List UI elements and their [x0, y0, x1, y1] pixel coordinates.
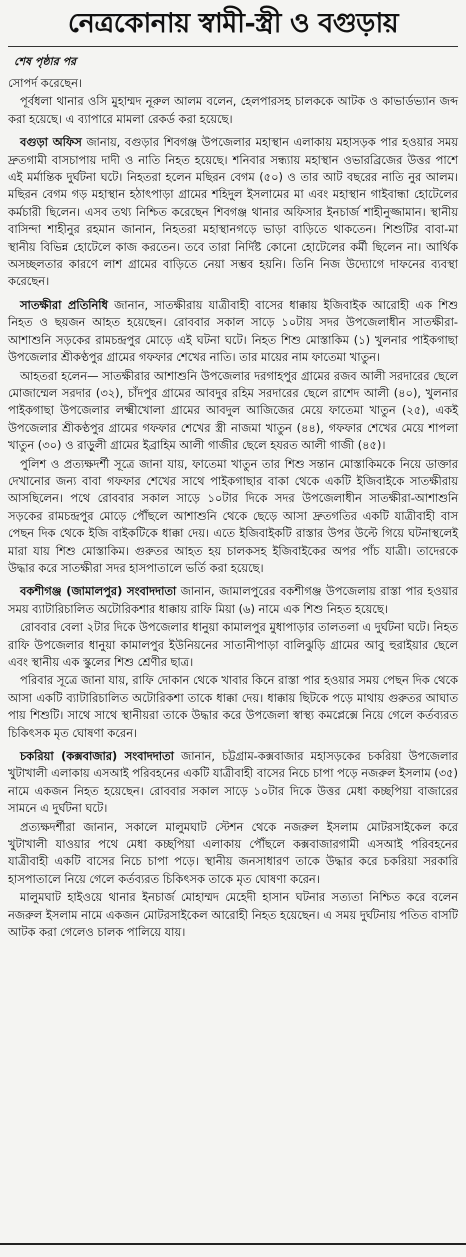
article-paragraph [8, 456, 458, 578]
divider [8, 46, 458, 47]
article-paragraph [8, 583, 458, 618]
article-paragraph [8, 619, 458, 671]
paragraph-text: জানান, চট্টগ্রাম-কক্সবাজার মহাসড়কের চকরিয়া উপজেলার খুটাখালী এলাকায় এসআই পরিবহনের একটি যাত্রীবাহী বাসের নিচে চাপা পড়ে নজরুল ইসলাম (৩৫) নামে একজন নিহত হয়েছেন। রোববার সকাল সাড়ে ১০টার দিকে উত্তর মেধা কচ্ছপিয়া বাজারের সামনে এ দুর্ঘটনা ঘটে। [8, 749, 458, 816]
bottom-rule [0, 1243, 466, 1257]
paragraph-text: প্রত্যক্ষদর্শীরা জানান, সকালে মালুমঘাট স্টেশন থেকে নজরুল ইসলাম মোটরসাইকেল করে খুটাখালী যাওয়ার পথে মেধা কচ্ছপিয়া এলাকায় পৌঁছলে কক্সবাজারগামী এসআই পরিবহনের যাত্রীবাহী একটি বাসের নিচে চাপা পড়ে। স্থানীয় জনসাধারণ তাকে উদ্ধার করে চকরিয়া সরকারি হাসপাতালে নিয়ে গেলে কর্তব্যরত চিকিৎসক তাকে মৃত ঘোষণা করেন। [8, 819, 458, 886]
paragraph-text: সোপর্দ করেছেন। [8, 76, 82, 90]
article-paragraph [8, 75, 458, 92]
paragraph-text: জানায়, বগুড়ার শিবগঞ্জ উপজেলার মহাস্থান এলাকায় মহাসড়ক পার হওয়ার সময় দ্রুতগামী বাসচাপায় দাদী ও নাতি নিহত হয়েছে। শনিবার সন্ধ্যায় মহাস্থান ওভারব্রিজের উত্তর পাশে এই মর্মান্তিক দুর্ঘটনা ঘটে। নিহতরা হলেন মছিরন বেগম (৫০) ও তার আট বছরের নাতি নুর আলম। মছিরন বেগম গড় মহাস্থান হঠাৎপাড়া গ্রামের শহিদুল ইসলামের মা এবং মহাস্থান গাইবান্ধা হোটেলের কর্মচারী ছিলেন। এসব তথ্য নিশ্চিত করেছেন শিবগঞ্জ থানার অফিসার ইনচার্জ শাহীনুজ্জামান। স্থানীয় বাসিন্দা শাহীনুর রহমান জানান, নিহতরা মহাস্থানগড়ে ভাড়া বাড়িতে থাকতেন। শিশুটির বাবা-মা স্থানীয় বিভিন্ন হোটেলে কাজ করতেন। তবে তারা নির্দিষ্ট কোনো হোটেলের কর্মী ছিলেন না। আর্থিক অসচ্ছলতার কারণে লাশ গ্রামের বাড়িতে নেয়া সম্ভব হয়নি। তিনি নিজ উদ্যোগে দাফনের ব্যবস্থা করেছেন। [8, 135, 458, 289]
paragraph-text: পুলিশ ও প্রত্যক্ষদর্শী সূত্রে জানা যায়, ফাতেমা খাতুন তার শিশু সন্তান মোস্তাকিমকে নিয়ে ডাক্তার দেখানোর জন্য বাবা গফফার শেখের সাথে পাইকগাছার বাকা থেকে একটি ইজিবাইকে সাতক্ষীরায় আসছিলেন। পথে রোববার সকাল সাড়ে ১০টার দিকে সদর উপজেলাধীন সাতক্ষীরা-আশাশুনি সড়কের রামচন্দ্রপুর মোড়ে পৌঁছলে আশাশুনি থেকে ছেড়ে আসা দ্রুতগতির একটি যাত্রীবাহী বাস পেছন দিক থেকে ইজি বাইকটিকে ধাক্কা দেয়। এতে ইজিবাইকটি রাস্তার উপর উল্টে গিয়ে ঘটনাস্থলেই মারা যায় শিশু মোস্তাকিম। গুরুতর আহত হয় চালকসহ ইজিবাইকের অপর পাঁচ যাত্রী। তাদেরকে উদ্ধার করে সাতক্ষীরা সদর হাসপাতালে ভর্তি করা হয়েছে। [8, 456, 458, 575]
article-paragraph [8, 672, 458, 742]
paragraph-text: আহতরা হলেন— সাতক্ষীরার আশাশুনি উপজেলার দরগাহপুর গ্রামের রজব আলী সরদারের ছেলে মোজাম্মেল সরদার (৩২), চাঁদপুর গ্রামের আবদুর রহিম সরদারের ছেলে রাশেদ আলী (৪০), খুলনার পাইকগাছা উপজেলার লক্ষ্মীখোলা গ্রামের আবদুল আজিজের মেয়ে ফাতেমা খাতুন (২৫), একই উপজেলার শ্রীকণ্ঠপুর গ্রামের গফফার শেখের স্ত্রী নাজমা খাতুন (৪৪), গফফার শেখের মেয়ে শাপলা খাতুন (৩০) ও রাড়ুলী গ্রামের ইব্রাহিম আলী গাজীর ছেলে হযরত আলী গাজী (৪৫)। [8, 368, 458, 453]
article-body [8, 75, 458, 942]
dateline-label: বকশীগঞ্জ (জামালপুর) সংবাদদাতা [20, 584, 177, 599]
dateline-label: সাতক্ষীরা প্রতিনিধি [20, 297, 108, 312]
continued-label: শেষ পৃষ্ঠার পর [14, 55, 77, 68]
dateline-label: চকরিয়া (কক্সবাজার) সংবাদদাতা [20, 749, 174, 764]
paragraph-text: মালুমঘাট হাইওয়ে থানার ইনচার্জ মোহাম্মদ মেহেদী হাসান ঘটনার সত্যতা নিশ্চিত করে বলেন নজরুল ইসলাম নামে একজন মোটরসাইকেল আরোহী নিহত হয়েছেন। এ সময় দুর্ঘটনায় পতিত বাসটি আটক করা গেলেও চালক পালিয়ে যায়। [8, 890, 458, 940]
paragraph-text: জানান, সাতক্ষীরায় যাত্রীবাহী বাসের ধাক্কায় ইজিবাইক আরোহী এক শিশু নিহত ও ছয়জন আহত হয়েছেন। রোববার সকাল সাড়ে ১০টায় সদর উপজেলাধীন সাতক্ষীরা-আশাশুনি সড়কের রামচন্দ্রপুর মোড়ে এই ঘটনা ঘটে। নিহত শিশু মোস্তাকিম (১) খুলনার পাইকগাছা উপজেলার শ্রীকণ্ঠপুর গ্রামের গফফার শেখের নাতি। তার মায়ের নাম ফাতেমা খাতুন। [8, 297, 459, 365]
article-paragraph [8, 368, 458, 455]
article-paragraph [8, 748, 458, 818]
paragraph-text: রোববার বেলা ২টার দিকে উপজেলার ধানুয়া কামালপুর মুধাপাড়ার তালতলা এ দুর্ঘটনা ঘটে। নিহত রাফি উপজেলার ধানুয়া কামালপুর ইউনিয়নের সাতানীপাড়া বালিঝুড়ি গ্রামের আবু হুরাইয়ার ছেলে এবং স্থানীয় এক স্কুলের শিশু শ্রেণীর ছাত্র। [8, 620, 458, 669]
article-paragraph [8, 819, 458, 889]
article-paragraph [8, 134, 458, 291]
article-paragraph [8, 297, 458, 367]
paragraph-text: জানান, জামালপুরের বকশীগঞ্জ উপজেলায় রাস্তা পার হওয়ার সময় ব্যাটারিচালিত অটোরিকশার ধাক্কায় রাফি মিয়া (৬) নামে এক শিশু নিহত হয়েছে। [8, 584, 458, 616]
article-paragraph [8, 889, 458, 941]
paragraph-text: পরিবার সূত্রে জানা যায়, রাফি দোকান থেকে খাবার কিনে রাস্তা পার হওয়ার সময় পেছন দিক থেকে আসা একটি ব্যাটারিচালিত অটোরিকশা তাকে ধাক্কা দেয়। ধাক্কায় ছিটকে পড়ে মাথায় গুরুতর আঘাত পায় শিশুটি। সাথে সাথে স্থানীয়রা তাকে উদ্ধার করে উপজেলা স্বাস্থ্য কমপ্লেক্সে নিয়ে গেলে কর্তব্যরত চিকিৎসক মৃত ঘোষণা করেন। [8, 673, 458, 740]
headline: নেত্রকোনায় স্বামী-স্ত্রী ও বগুড়ায় [67, 8, 399, 39]
article-paragraph [8, 93, 458, 128]
paragraph-text: পূর্বধলা থানার ওসি মুহাম্মদ নূরুল আলম বলেন, হেলপারসহ চালককে আটক ও কাভার্ডভ্যান জব্দ করা হয়েছে। এ ব্যাপারে মামলা রেকর্ড করা হয়েছে। [8, 94, 458, 126]
dateline-label: বগুড়া অফিস [20, 135, 82, 150]
